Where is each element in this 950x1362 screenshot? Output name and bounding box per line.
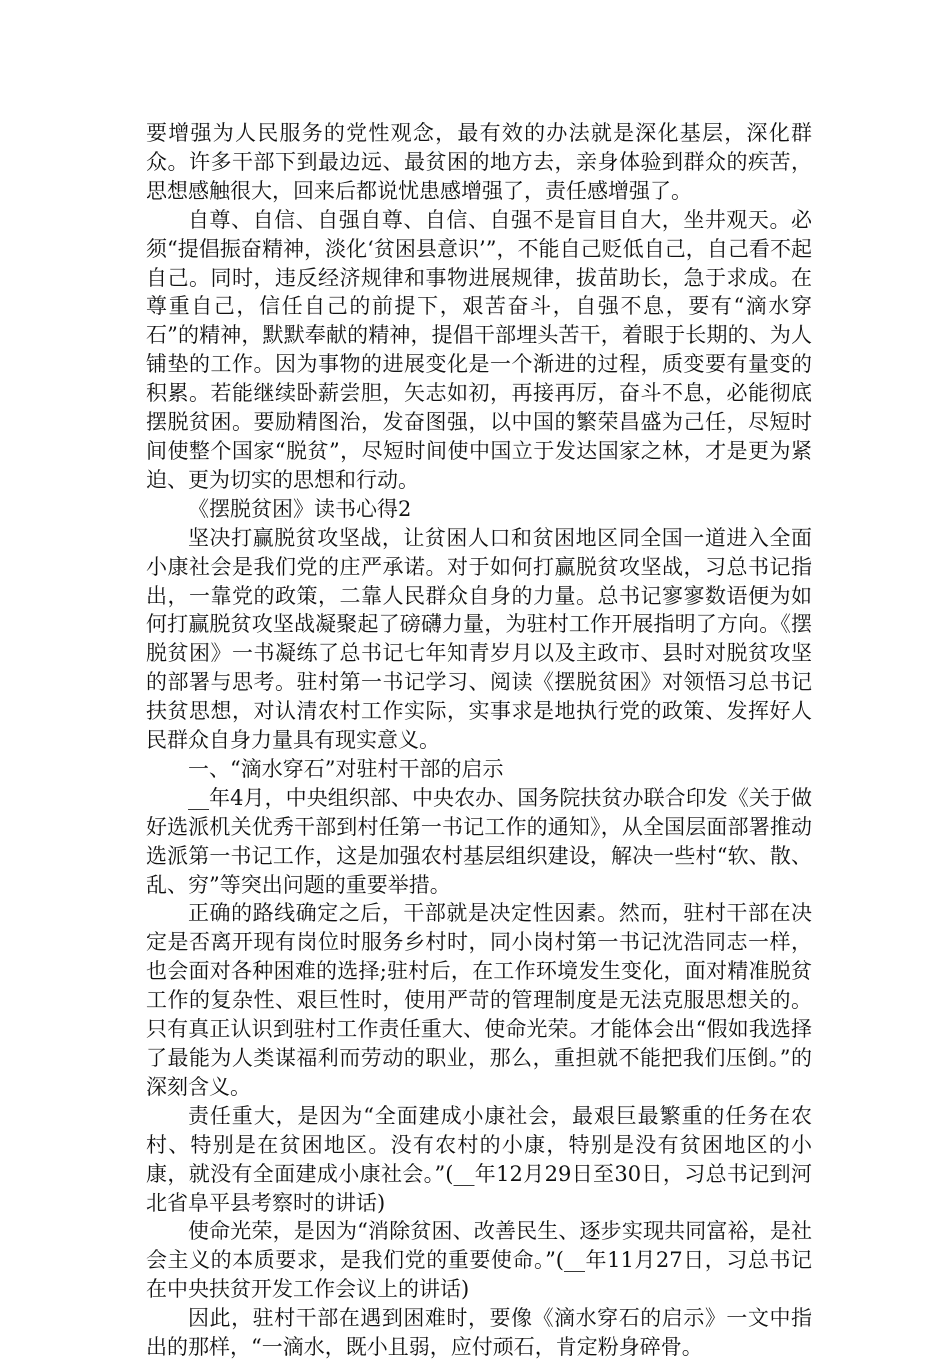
section-title: 《摆脱贫困》读书心得2 [188, 496, 412, 521]
paragraph-3: 坚决打赢脱贫攻坚战，让贫困人口和贫困地区同全国一道进入全面小康社会是我们党的庄严承诺。对于如何打赢脱贫攻坚战，习总书记指出，一靠党的政策，二靠人民群众自身的力量。总书记寥寥数语便为如何打赢脱贫攻坚战凝聚起了磅礴力量，为驻村工作开展指明了方向。《摆脱贫困》一书凝练了总书记七年知青岁月以及主政市、县时对脱贫攻坚的部署与思考。驻村第一书记学习、阅读《摆脱贫困》对领悟习总书记扶贫思想，对认清农村工作实际，实事求是地执行党的政策、发挥好人民群众自身力量具有现实意义。 [146, 525, 812, 753]
subsection-heading: 一、“滴水穿石”对驻村干部的启示 [188, 756, 504, 781]
document-page [146, 119, 812, 1362]
paragraph-5: 正确的路线确定之后，干部就是决定性因素。然而，驻村干部在决定是否离开现有岗位时服务乡村时，同小岗村第一书记沈浩同志一样，也会面对各种困难的选择;驻村后，在工作环境发生变化，面对精准脱贫工作的复杂性、艰巨性时，使用严苛的管理制度是无法克服思想关的。只有真正认识到驻村工作责任重大、使命光荣。才能体会出“假如我选择了最能为人类谋福利而劳动的职业，那么，重担就不能把我们压倒。”的深刻含义。 [146, 901, 812, 1099]
paragraph-8: 因此，驻村干部在遇到困难时，要像《滴水穿石的启示》一文中指出的那样，“一滴水，既小且弱，应付顽石，肯定粉身碎骨。 [146, 1306, 812, 1360]
paragraph-4: __年4月，中央组织部、中央农办、国务院扶贫办联合印发《关于做好选派机关优秀干部到村任第一书记工作的通知》，从全国层面部署推动选派第一书记工作，这是加强农村基层组织建设，解决一些村“软、散、乱、穷”等突出问题的重要举措。 [146, 785, 812, 897]
paragraph-6: 责任重大，是因为“全面建成小康社会，最艰巨最繁重的任务在农村、特别是在贫困地区。没有农村的小康，特别是没有贫困地区的小康，就没有全面建成小康社会。”(__年12月29日至30日，习总书记到河北省阜平县考察时的讲话) [146, 1103, 812, 1215]
paragraph-1: 要增强为人民服务的党性观念，最有效的办法就是深化基层，深化群众。许多干部下到最边远、最贫困的地方去，亲身体验到群众的疾苦，思想感触很大，回来后都说忧患感增强了，责任感增强了。 [146, 121, 812, 203]
paragraph-7: 使命光荣，是因为“消除贫困、改善民生、逐步实现共同富裕，是社会主义的本质要求，是我们党的重要使命。”(__年11月27日，习总书记在中央扶贫开发工作会议上的讲话) [146, 1219, 812, 1302]
paragraph-2: 自尊、自信、自强自尊、自信、自强不是盲目自大，坐井观天。必须“提倡振奋精神，淡化‘贫困县意识’”，不能自己贬低自己，自己看不起自己。同时，违反经济规律和事物进展规律，拔苗助长，急于求成。在尊重自己，信任自己的前提下，艰苦奋斗，自强不息，要有“滴水穿石”的精神，默默奉献的精神，提倡干部埋头苦干，着眼于长期的、为人铺垫的工作。因为事物的进展变化是一个渐进的过程，质变要有量变的积累。若能继续卧薪尝胆，矢志如初，再接再厉，奋斗不息，必能彻底摆脱贫困。要励精图治，发奋图强，以中国的繁荣昌盛为己任，尽短时间使整个国家“脱贫”，尽短时间使中国立于发达国家之林，才是更为紧迫、更为切实的思想和行动。 [146, 207, 812, 492]
